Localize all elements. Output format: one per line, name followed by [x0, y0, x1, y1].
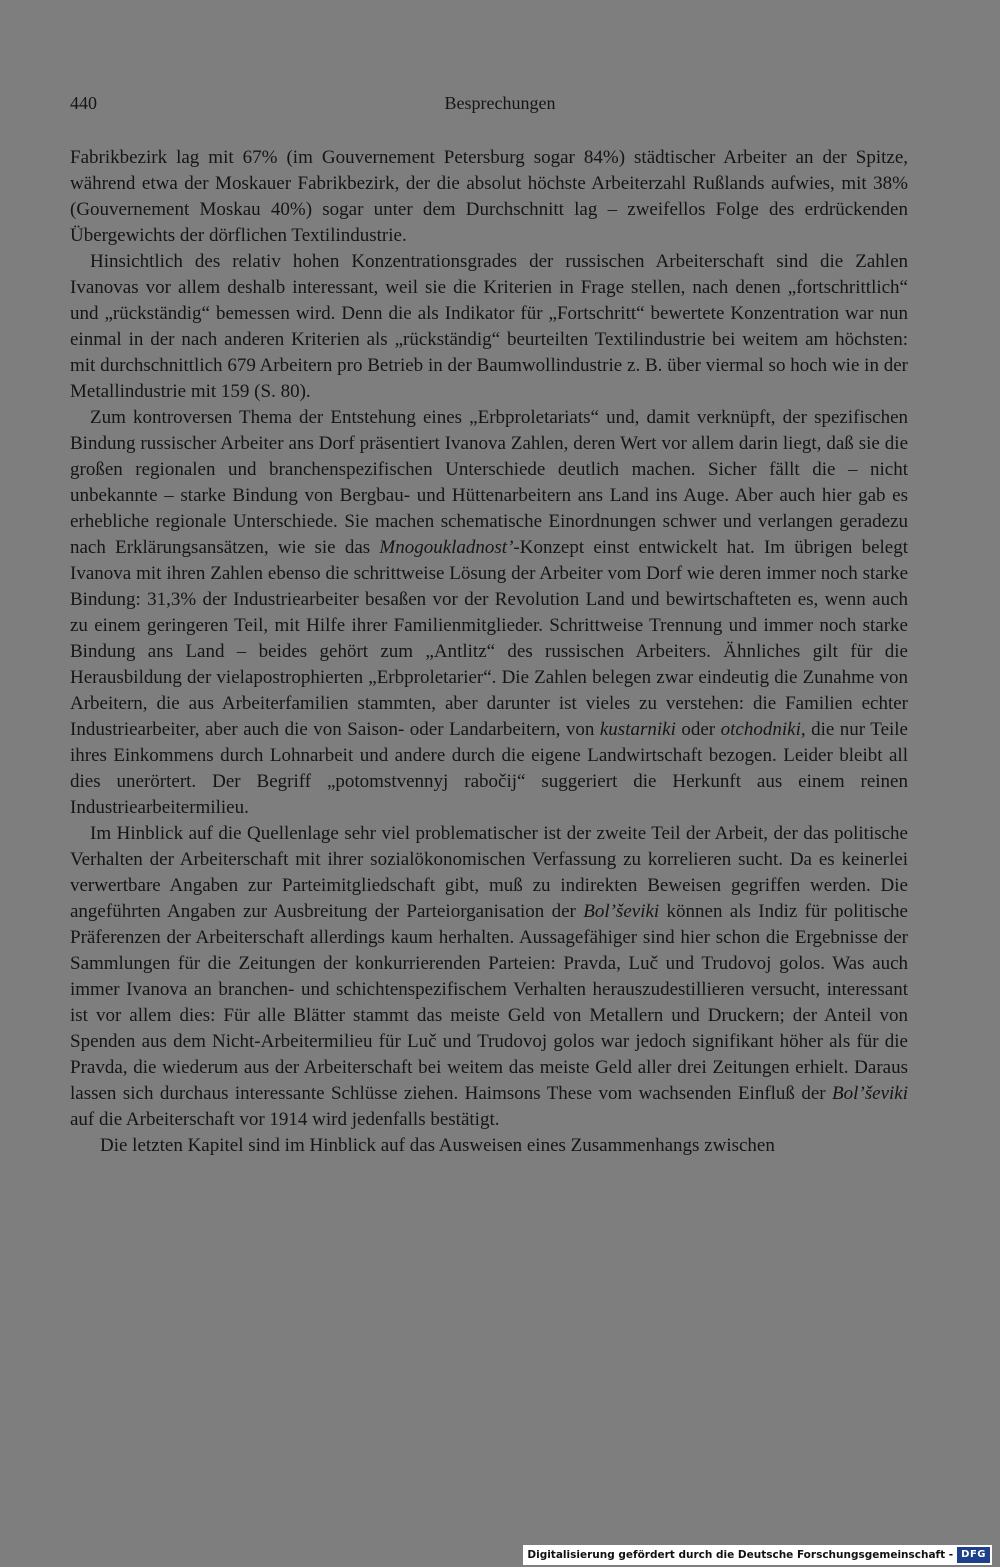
page-number: 440	[70, 93, 97, 113]
italic-term-bolseviki-1: Bol’ševiki	[583, 901, 660, 922]
italic-term-mnogoukladnost: Mnogoukladnost’	[379, 537, 514, 558]
paragraph-2: Hinsichtlich des relativ hohen Konzentrationsgrades der russischen Arbeiterschaft sind die Zahlen Ivanovas vor allem deshalb interessant, weil sie die Kriterien in Frage stellen, nach denen „fortschrittlich“ und „rückständig“ bemessen wird. Denn die als Indikator für „Fortschritt“ bewertete Konzentration war nun einmal in der nach anderen Kriterien als „rückständig“ beurteilten Textilindustrie bei weitem am höchsten: mit durchschnittlich 679 Arbeitern pro Betrieb in der Baumwollindustrie z. B. über viermal so hoch wie in der Metallindustrie mit 159 (S. 80).	[70, 251, 908, 402]
italic-term-otchodniki: otchodniki	[720, 719, 801, 740]
paragraph-3-text-4: , die nur Teile ihres Einkommens durch Lohnarbeit und andere durch die eigene Landwirtschaft bezogen. Leider bleibt all dies unerörtert. Der Begriff „potomstvennyj rabočij“ suggeriert die Herkunft aus einem reinen Industriearbeitermilieu.	[70, 719, 908, 818]
paragraph-4	[70, 821, 908, 1133]
digitization-note: Digitalisierung gefördert durch die Deutsche Forschungsgemeinschaft -	[527, 1549, 954, 1561]
italic-term-bolseviki-2: Bol’ševiki	[832, 1083, 908, 1104]
paragraph-5: Die letzten Kapitel sind im Hinblick auf das Ausweisen eines Zusammenhangs zwischen	[100, 1135, 775, 1156]
paragraph-3-text-2: -Konzept einst entwickelt hat. Im übrigen belegt Ivanova mit ihren Zahlen ebenso die schrittweise Lösung der Arbeiter vom Dorf wie deren immer noch starke Bindung: 31,3% der Industriearbeiter besaßen vor der Revolution Land und bewirtschafteten es, wenn auch zu einem geringeren Teil, mit Hilfe ihrer Familienmitglieder. Schrittweise Trennung und immer noch starke Bindung ans Land – beides gehört zum „Antlitz“ des russischen Arbeiters. Ähnliches gilt für die Herausbildung der vielapostrophierten „Erbproletarier“. Die Zahlen belegen zwar eindeutig die Zunahme von Arbeitern, die aus Arbeiterfamilien stammten, aber darunter ist vieles zu verstehen: die Familien echter Industriearbeiter, aber auch die von Saison- oder Landarbeitern, von	[70, 537, 908, 740]
running-head: Besprechungen	[444, 93, 556, 113]
italic-term-kustarniki: kustarniki	[599, 719, 676, 740]
paragraph-4-text-2: können als Indiz für politische Präferenzen der Arbeiterschaft allerdings kaum herhalten. Aussagefähiger sind hier schon die Ergebnisse der Sammlungen für die Zeitungen der konkurrierenden Parteien: Pravda, Luč und Trudovoj golos. Was auch immer Ivanova an branchen- und schichtenspezifischem Verhalten herauszudestillieren versucht, interessant ist vor allem dies: Für alle Blätter stammt das meiste Geld von Metallern und Druckern; der Anteil von Spenden aus dem Nicht-Arbeitermilieu für Luč und Trudovoj golos war jedoch signifikant höher als für die Pravda, die wiederum aus der Arbeiterschaft bei weitem das meiste Geld aller drei Zeitungen erhielt. Daraus lassen sich durchaus interessante Schlüsse ziehen. Haimsons These vom wachsenden Einfluß der	[70, 901, 908, 1104]
digitization-footer	[523, 1545, 992, 1565]
paragraph-3-text-1: Zum kontroversen Thema der Entstehung eines „Erbproletariats“ und, damit verknüpft, der spezifischen Bindung russischer Arbeiter ans Dorf präsentiert Ivanova Zahlen, deren Wert vor allem darin liegt, daß sie die großen regionalen und branchenspezifischen Unterschiede deutlich machen. Sicher fällt die – nicht unbekannte – starke Bindung von Bergbau- und Hüttenarbeitern ans Land ins Auge. Aber auch hier gab es erhebliche regionale Unterschiede. Sie machen schematische Einordnungen schwer und verlangen geradezu nach Erklärungsansätzen, wie sie das	[70, 407, 908, 558]
paragraph-3	[70, 405, 908, 821]
paragraph-4-text-1: Im Hinblick auf die Quellenlage sehr viel problematischer ist der zweite Teil der Arbeit, der das politische Verhalten der Arbeiterschaft mit ihrer sozialökonomischen Verfassung zu korrelieren sucht. Da es keinerlei verwertbare Angaben zur Parteimitgliedschaft gibt, muß zu indirekten Beweisen gegriffen werden. Die angeführten Angaben zur Ausbreitung der Parteiorganisation der	[70, 823, 908, 922]
paragraph-3-text-3: oder	[675, 719, 721, 740]
body-text	[70, 145, 908, 1159]
paragraph-1: Fabrikbezirk lag mit 67% (im Gouvernement Petersburg sogar 84%) städtischer Arbeiter an der Spitze, während etwa der Moskauer Fabrikbezirk, der die absolut höchste Arbeiterzahl Rußlands aufwies, mit 38% (Gouvernement Moskau 40%) sogar unter dem Durchschnitt lag – zweifellos Folge des erdrückenden Übergewichts der dörflichen Textilindustrie.	[70, 147, 908, 246]
paragraph-4-text-3: auf die Arbeiterschaft vor 1914 wird jedenfalls bestätigt.	[70, 1109, 500, 1130]
dfg-logo: DFG	[957, 1547, 990, 1563]
